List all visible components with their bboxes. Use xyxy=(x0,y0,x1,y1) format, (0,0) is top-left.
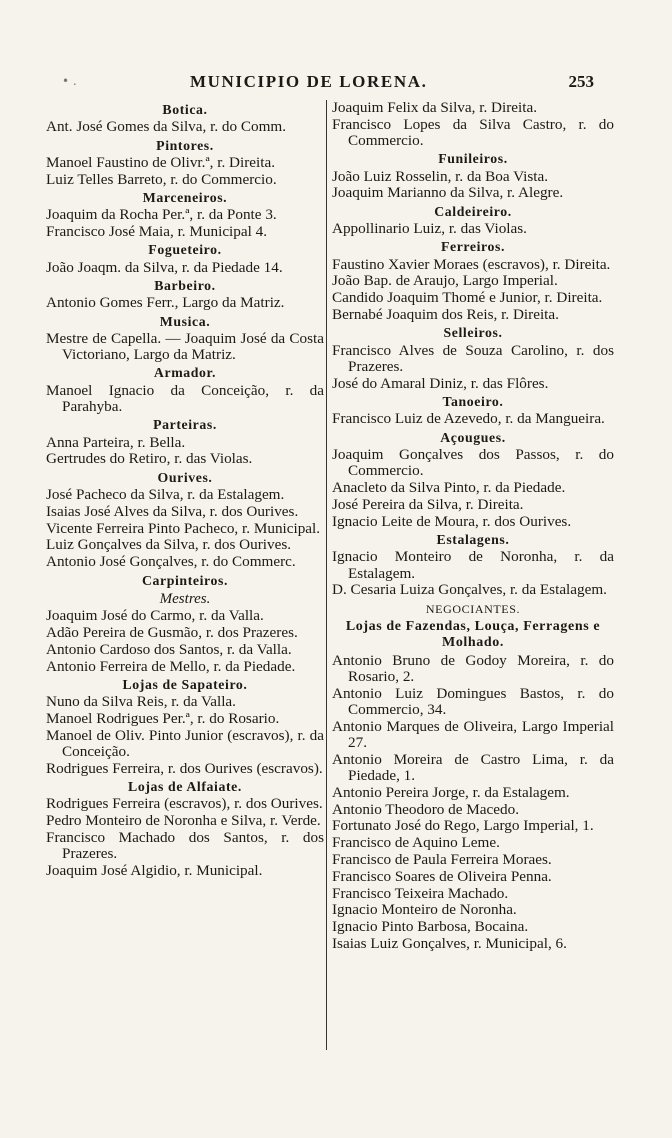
section-heading: Fogueteiro. xyxy=(148,242,222,258)
directory-entry: Antonio Theodoro de Macedo. xyxy=(332,800,519,818)
section-heading: Pintores. xyxy=(156,137,214,153)
section-heading: Carpinteiros. xyxy=(141,572,229,588)
directory-entry: Joaquim José do Carmo, r. da Valla. xyxy=(46,607,264,625)
directory-entry: Fortunato José do Rego, Largo Imperial, 1. xyxy=(332,817,594,835)
directory-entry: Isaias Luiz Gonçalves, r. Municipal, 6. xyxy=(332,935,567,953)
directory-entry: Antonio Luiz Domingues Bastos, r. do Commercio, 34. xyxy=(332,684,614,718)
directory-entry: Antonio Cardoso dos Santos, r. da Valla. xyxy=(46,640,292,658)
directory-entry: Candido Joaquim Thomé e Junior, r. Direita. xyxy=(332,289,603,307)
column-divider xyxy=(326,100,327,1050)
directory-entry: Manoel Faustino de Olivr.ª, r. Direita. xyxy=(46,153,276,171)
directory-entry: Faustino Xavier Moraes (escravos), r. Direita. xyxy=(332,255,611,273)
section-heading: Ferreiros. xyxy=(440,239,506,255)
page-header xyxy=(0,72,672,96)
directory-entry: Ant. José Gomes da Silva, r. do Comm. xyxy=(46,118,287,136)
directory-entry: Francisco de Paula Ferreira Moraes. xyxy=(332,851,552,869)
section-heading: Açougues. xyxy=(440,429,506,445)
directory-entry: Antonio Moreira de Castro Lima, r. da Piedade, 1. xyxy=(332,750,614,785)
directory-entry: Antonio Bruno de Godoy Moreira, r. do Rosario, 2. xyxy=(332,651,614,685)
subsection-heading: Mestres. xyxy=(159,590,211,607)
directory-entry: Joaquim Marianno da Silva, r. Alegre. xyxy=(332,184,564,202)
directory-entry: Bernabé Joaquim dos Reis, r. Direita. xyxy=(332,306,559,324)
directory-entry: Manoel Rodrigues Per.ª, r. do Rosario. xyxy=(46,709,280,727)
section-heading: Musica. xyxy=(159,313,211,329)
section-heading: Botica. xyxy=(162,102,208,117)
section-heading: Ourives. xyxy=(157,469,213,485)
directory-entry: Antonio Ferreira de Mello, r. da Piedade. xyxy=(46,657,296,675)
directory-entry: Isaias José Alves da Silva, r. dos Ourives. xyxy=(46,502,299,520)
directory-entry: Francisco Machado dos Santos, r. dos Prazeres. xyxy=(46,828,324,863)
section-heading: Lojas de Fazendas, Louça, Ferragens e Molhado. xyxy=(345,618,601,651)
section-heading: Estalagens. xyxy=(436,531,510,547)
directory-entry: João Luiz Rosselin, r. da Boa Vista. xyxy=(332,167,549,185)
directory-entry: Rodrigues Ferreira, r. dos Ourives (escravos). xyxy=(46,759,323,777)
directory-entry: Ignacio Monteiro de Noronha. xyxy=(332,901,517,919)
directory-entry: João Joaqm. da Silva, r. da Piedade 14. xyxy=(46,258,283,276)
section-heading: Caldeireiro. xyxy=(434,203,512,219)
section-heading: Marceneiros. xyxy=(142,189,228,205)
section-heading: Funileiros. xyxy=(438,151,508,167)
directory-entry: Antonio Gomes Ferr., Largo da Matriz. xyxy=(46,294,285,312)
directory-entry: Francisco de Aquino Leme. xyxy=(332,834,500,852)
left-column xyxy=(46,100,324,1060)
directory-entry: José Pacheco da Silva, r. da Estalagem. xyxy=(46,486,285,504)
directory-entry: Ignacio Monteiro de Noronha, r. da Estalagem. xyxy=(332,548,614,582)
directory-entry: Adão Pereira de Gusmão, r. dos Prazeres. xyxy=(46,623,298,641)
directory-entry: Joaquim da Rocha Per.ª, r. da Ponte 3. xyxy=(46,206,277,224)
directory-entry: Joaquim José Algidio, r. Municipal. xyxy=(46,862,263,880)
directory-entry: Gertrudes do Retiro, r. das Violas. xyxy=(46,450,253,468)
directory-entry: Francisco Soares de Oliveira Penna. xyxy=(332,867,552,885)
right-column xyxy=(332,100,614,1060)
section-heading: Lojas de Sapateiro. xyxy=(122,676,248,692)
directory-entry: Antonio Marques de Oliveira, Largo Imperial 27. xyxy=(332,717,614,751)
directory-entry: D. Cesaria Luiza Gonçalves, r. da Estalagem. xyxy=(332,581,607,599)
directory-entry: Francisco Teixeira Machado. xyxy=(332,884,509,902)
directory-entry: Pedro Monteiro de Noronha e Silva, r. Verde. xyxy=(46,812,321,830)
directory-entry: Anna Parteira, r. Bella. xyxy=(46,433,186,451)
section-heading: Armador. xyxy=(153,365,217,381)
directory-entry: Appollinario Luiz, r. das Violas. xyxy=(332,220,527,238)
directory-entry: José do Amaral Diniz, r. das Flôres. xyxy=(332,374,549,392)
page-number: 253 xyxy=(568,72,594,91)
directory-entry: Joaquim Felix da Silva, r. Direita. xyxy=(332,99,538,116)
directory-entry: Antonio José Gonçalves, r. do Commerc. xyxy=(46,553,296,571)
directory-entry: Rodrigues Ferreira (escravos), r. dos Ourives. xyxy=(46,795,323,813)
section-heading: Parteiras. xyxy=(153,417,217,433)
section-heading: Barbeiro. xyxy=(154,277,216,293)
directory-entry: Anacleto da Silva Pinto, r. da Piedade. xyxy=(332,479,566,497)
directory-entry: Nuno da Silva Reis, r. da Valla. xyxy=(46,693,236,711)
section-heading: Tanoeiro. xyxy=(442,394,504,410)
directory-entry: Manoel de Oliv. Pinto Junior (escravos), r. da Conceição. xyxy=(46,726,324,760)
directory-entry: Ignacio Leite de Moura, r. dos Ourives. xyxy=(332,512,572,530)
page-title: MUNICIPIO DE LORENA. xyxy=(190,72,428,91)
directory-entry: Mestre de Capella. — Joaquim José da Costa Victoriano, Largo da Matriz. xyxy=(46,329,324,364)
directory-entry: José Pereira da Silva, r. Direita. xyxy=(332,495,524,513)
directory-entry: Antonio Pereira Jorge, r. da Estalagem. xyxy=(332,783,570,801)
directory-entry: Francisco José Maia, r. Municipal 4. xyxy=(46,223,268,241)
directory-entry: Francisco Lopes da Silva Castro, r. do Commercio. xyxy=(332,115,614,150)
section-heading: Lojas de Alfaiate. xyxy=(128,779,242,795)
section-heading: Selleiros. xyxy=(443,325,503,341)
directory-entry: Luiz Gonçalves da Silva, r. dos Ourives. xyxy=(46,536,292,554)
directory-entry: Ignacio Pinto Barbosa, Bocaina. xyxy=(332,918,529,936)
directory-entry: Joaquim Gonçalves dos Passos, r. do Commercio. xyxy=(332,445,614,480)
directory-entry: Luiz Telles Barreto, r. do Commercio. xyxy=(46,170,277,188)
directory-entry: Francisco Luiz de Azevedo, r. da Mangueira. xyxy=(332,410,605,428)
directory-entry: Vicente Ferreira Pinto Pacheco, r. Municipal. xyxy=(46,519,321,537)
directory-entry: João Bap. de Araujo, Largo Imperial. xyxy=(332,272,558,290)
directory-entry: Manoel Ignacio da Conceição, r. da Parahyba. xyxy=(46,381,324,416)
header-marks: • . xyxy=(62,74,77,88)
category-heading: NEGOCIANTES. xyxy=(425,601,521,616)
directory-entry: Francisco Alves de Souza Carolino, r. dos Prazeres. xyxy=(332,341,614,375)
